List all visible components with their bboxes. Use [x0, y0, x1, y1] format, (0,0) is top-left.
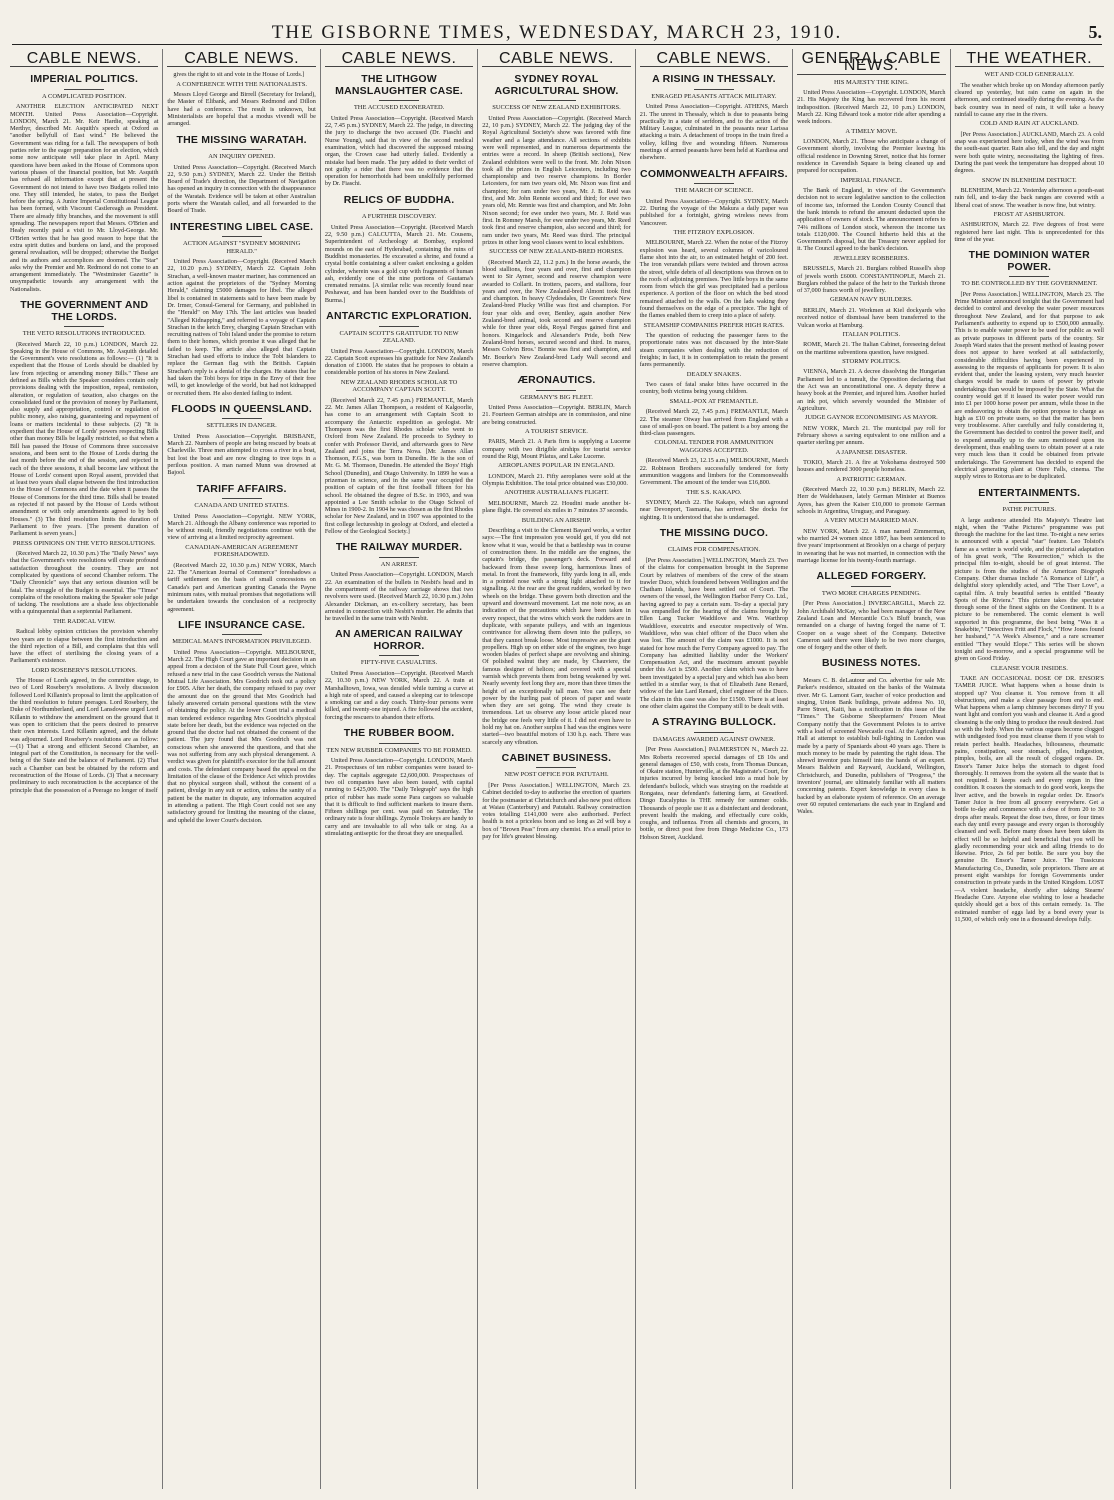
article-headline: CABINET BUSINESS.	[501, 751, 612, 764]
divider	[64, 326, 104, 327]
article-subheading: TEN NEW RUBBER COMPANIES TO BE FORMED.	[326, 746, 472, 754]
article	[640, 229, 788, 320]
column-3	[321, 49, 478, 1489]
article-body: BLENHEIM, March 22. Yesterday afternoon a pouth-east rain fell, and to-day the back ranges are covered with a liberal coat of snow. The weather is now fine, but wintry.	[954, 187, 1104, 209]
article-headline: INTERESTING LIBEL CASE.	[170, 220, 314, 233]
article	[797, 414, 945, 446]
article-subheading: THE FITZROY EXPLOSION.	[673, 228, 755, 236]
article-subheading: SETTLERS IN DANGER.	[206, 422, 277, 430]
article-subheading: SUCCESS OF NEW ZEALAND EXHIBITORS.	[492, 104, 621, 112]
article	[640, 371, 788, 396]
article-subheading: DEADLY SNAKES.	[686, 370, 742, 378]
article-headline: A STRAYING BULLOCK.	[651, 716, 777, 729]
article-headline: THE RUBBER BOOM.	[343, 727, 455, 740]
article-subheading: GERMANY'S BIG FLEET.	[520, 393, 593, 401]
divider	[379, 100, 419, 101]
article-subheading: ITALIAN POLITICS.	[842, 330, 901, 338]
article-body: Messrs Lloyd George and Birrell (Secretary for Ireland), the Master of Elibank, and Messrs Redmond and Dillon have had a conference. The result is unknown, but Ministerialists are hopeful that a modus vivendi will be arranged.	[167, 91, 316, 128]
article	[10, 540, 158, 616]
article	[797, 476, 945, 516]
article	[797, 128, 945, 175]
article-headline: COMMONWEALTH AFFAIRS.	[640, 167, 788, 180]
article-subheading: CANADA AND UNITED STATES.	[194, 502, 289, 510]
column-4	[478, 49, 635, 1489]
article	[167, 135, 315, 215]
article-body: [Per Press Association.] AUCKLAND, March 23. A cold snap was experienced here today, when the wind was from the south-east quarter. Rain also fell, and the day and night were both quite wintry, necessitating the lighting of fires. During the past week the temperature has dropped about 10 degrees.	[954, 130, 1104, 175]
article-subheading: CANADIAN-AMERICAN AGREEMENT FORESHADOWED.	[185, 543, 299, 559]
article-subheading: ENRAGED PEASANTS ATTACK MILITARY.	[651, 92, 777, 100]
article-headline: FLOODS IN QUEENSLAND.	[171, 402, 312, 415]
column-1	[6, 49, 163, 1489]
divider	[694, 89, 734, 90]
article-body: ANOTHER ELECTION ANTICIPATED NEXT MONTH. United Press Association—Copyright. LONDON, March 21. Mr. Keir Hardie, speaking at Merthyr, described Mr. Asquith's speech at Oxford as "another bellyfull of East wind." He believed the Government was riding for a fall. The newspapers of both parties refer to the eager preparation for an election, which some now anticipate will take place in April. Many questions have been asked in the House of Commons upon various phases of the financial position, but Mr. Asquith has refused all information except that at present the Government do not intend to have two Budgets rolled into one. They still intended, he states, to pass the Budget before the spring. A Junior Imperial Constitutional League has been formed, with Viscount Castlereagh as President. There are already fifty branches, and the movement is still spreading. The newspapers report that Messrs. O'Brien and Healy recently paid a visit to Mr. Lloyd-George. Mr. O'Brien writes that he has good reason to hope that the extra spirit duties and burdens on land, and the proposed general revaluation, will be dropped; otherwise the Budget and its authors and accomplices are doomed. The "Star" asks why the Premier and Mr. Redmond do not come to an arrangement immediately. The "Westminster Gazette" is unsympathetic towards any arrangement with the Nationalists.	[10, 103, 159, 293]
article	[955, 71, 1104, 118]
divider	[536, 390, 576, 391]
article-subheading: LORD ROSEBERY'S RESOLUTIONS.	[31, 666, 137, 674]
article-subheading: PATHE PICTURES.	[1002, 506, 1057, 514]
divider	[1009, 502, 1049, 503]
article	[640, 717, 788, 841]
article-body: ASHBURTON, March 22. Five degrees of frost were registered here last night. This is unprecedented for this time of the year.	[954, 221, 1104, 244]
article-subheading: GERMAN NAVY BUILDERS.	[830, 296, 913, 304]
article	[797, 449, 945, 474]
article-body: United Press Association—Copyright. (Received March 22, 10.20 p.m.) SYDNEY, March 22. Captain John Strachan, a well-known master mariner, has commenced an action against the proprietors of the "Sydney Morning Herald," claiming £5000 damages for libel. The alleged libel is contained in statements said to have been made by Dr. Irmer, Consul-General for Germany, and published in the "Herald" on May 17th. The last articles was headed "Alleged Kidnapping," and referred to a voyage of Captain Strachan in the ketch Envy, charging Captain Strachan with recruiting natives of Tobi Island under the promise to return them to their homes, which promise it was alleged that he failed to keep. The article also alleged that Captain Strachan had used efforts to induce the Tobi Islanders to replace the German flag with the British. Captain Strachan's reply is a denial of the charges. He states that he had taken the Tobi boys for trips in the Envy of their free will, to get knowledge of the world, but had not kidnapped or recruited them. He also denied failing to indent.	[167, 258, 316, 397]
article-headline: IMPERIAL POLITICS.	[30, 73, 139, 86]
article-subheading: TO BE CONTROLLED BY THE GOVERNMENT.	[961, 280, 1098, 288]
article-headline: TARIFF AFFAIRS.	[196, 482, 287, 495]
article	[482, 753, 630, 840]
column-heading: CABLE NEWS.	[640, 49, 788, 67]
article-body: The Bank of England, in view of the Government's decision not to secure legislative sanction to the collection of income tax, informed the London County Council that the bank intends to refund the amount deducted upon the application of owners of stock. The announcement refers to 74¼ millions of London stock, whereon the income tax totals £120,000. The Council hitherto held this at the Government's disposal, but the Treasury never applied for it. The Council agreed to the bank's decision.	[797, 187, 946, 253]
article-body: PARIS, March 21. A Paris firm is supplying a Lucerne company with two dirigible airships for tourist service round the Rigi, Mount Pilatus, and Lake Lucerne.	[482, 438, 631, 461]
article-body: Messrs C. B. deLautour and Co. advertise for sale Mr. Parker's residence, situated on the banks of the Waimata river. Mr G. Lamont Garr, teacher of voice production and singing, Union Bank buildings, private address No. 10, Parre Street, Kaiti, has a notification in this issue of the "Times." The Gisborne Sheepfarmers' Frozen Meat Company notify that the Government Pelotes is to arrive with a load of screened Newcastle coal. At the Agricultural Hall at attempt to establish bull-fighting in London was made by a party of Spaniards about 40 years ago. There is much money to be made by patenting the right ideas. The shrewd inventor puts himself into the hands of an expert. Messrs Baldwin and Rayward, Auckland, Wellington, Christchurch, and Dunedin, publishers of "Progress," the inventors' journal, are ultimately familiar with all matters concerning patents. Expert knowledge in every class is backed by an elaborate system of reference. On an average over 60 reputed centenarians die each year in England and Wales.	[797, 676, 946, 816]
article-body: TAKE AN OCCASIONAL DOSE OF DR. ENSOR'S TAMER JUICE. What happens when a house drain is stopped up? You cleanse it. You remove from it all obstructions, and make a clear passage from end to end. What happens when a lamp chimney becomes dirty? If you want light and comfort you wash and cleanse it. And a good cleansing is the only thing to produce the result desired. Just so with the body. When the various organs become clogged with undigested food you must cleanse them if you wish to retain perfect health. Headaches, biliousness, rheumatic pains, constipation, sour stomach, piles, indigestion, pimples, boils, are all the result of clogged organs. Dr. Ensor's Tamer Juice helps the stomach to digest food thoroughly. It removes from the system all the waste that is not required. It keeps each and every organ in fine condition. It coaxes the stomach to do good work, keeps the liver active, and the bowels in regular order. Dr. Ensor's Tamer Juice is free from all grocery everywhere. Get a bottle to-day and commence with a dose of from 20 to 30 drops after meals. Repeat the dose two, three, or four times each day until every passage and every organ is thoroughly cleansed and well. Before many doses have been taken its effect will be so helpful and beneficial that you will be gladly recommending your sick and ailing friends to do likewise. Price, 2s 6d per bottle. Be sure you buy the genuine Dr. Ensor's Tamer Juice. The Tussicura Manufacturing Co., Dunedin, sole proprietors. There are at present eight warships for foreign Governments under construction in private yards in the United Kingdom. LOST—A violent headache, shortly after taking Stearns' Headache Cure. Anyone else wishing to lose a headache quickly should get a box of this certain remedy. 1s. The estimated number of eggs laid by a bond every year is 11,500, of which only one in a thousand develops fully.	[954, 675, 1104, 923]
article-body: United Press Association—Copyright. (Received March 22, 10.30 p.m.) NEW YORK, March 22. A train at Marshalltown, Iowa, was derailed while turning a curve at a high rate of speed, and caused a sleeping car to telescope a smoking car and a day coach. Thirty-four persons were killed, and twenty-one injured. A fire followed the accident, forcing the rescuers to abandon their efforts.	[324, 669, 474, 721]
column-6	[793, 49, 950, 1489]
article-body: LONDON, March 21. Fifty aeroplanes were sold at the Olympia Exhibition. The total price obtained was £30,000.	[482, 472, 631, 488]
column-7	[951, 49, 1108, 1489]
article-subheading: CAPTAIN SCOTT'S GRATITUDE TO NEW ZEALAND.	[339, 329, 459, 345]
divider	[64, 89, 104, 90]
divider	[379, 209, 419, 210]
article	[482, 248, 630, 368]
article-body: BERLIN, March 21. Workmen at Kiel dockyards who received notice of dismissal have been transferred to the Vulcan works at Hamburg.	[797, 306, 946, 329]
article	[640, 74, 788, 161]
article-body: United Press Association—Copyright. (Received March 22, 9.50 p.m.) SYDNEY, March 22. Under the British Board of Trade's direction, the Department of Navigation has opened an inquiry in connection with the disappearance of the Waratah. Evidence will be taken at other Australian ports where the Waratah called, and all forwarded to the Board of Trade.	[167, 163, 316, 215]
article-subheading: A JAPANESE DISASTER.	[835, 448, 908, 456]
article	[797, 296, 945, 328]
article	[482, 489, 630, 514]
article-body: (Received March 22, 7.45 p.m.) FREMANTLE, March 22. The steamer Otway has arrived from England with a case of small-pox on board. The patient is a boy among the third-class passengers.	[639, 408, 789, 438]
article-body: NEW YORK, March 21. The municipal pay roll for February shows a saving equivalent to one million and a quarter sterling per annum.	[797, 424, 946, 447]
article-subheading: FROST AT ASHBURTON.	[993, 210, 1065, 218]
article-body: (Received March 22, 7.45 p.m.) FREMANTLE, March 22. Mr. James Allan Thompson, a resident of Kalgoorlie, has come to an arrangement with Captain Scott to accompany the Antarctic expedition as geologist. Mr Thompson was the first Rhodes scholar who went to Oxford from New Zealand. He proceeds to Sydney to confer with Professor David, and afterwards goes to New Zealand and joins the Terra Nova. [Mr. James Allan Thomson, F.G.S., was born in Dunedin. He is the son of Mr. G. M. Thomson, Dunedin. He attended the Boys' High School (Dunedin), and Otago University. In 1899 he was a prizeman in science, and in the same year occupied the position of captain of the first football fifteen for his school. He obtained the degree of B.Sc. in 1903, and was appointed a Lee Smith scholar to the Otago School of Mines in 1900-2. In 1904 he was chosen as the first Rhodes scholar for New Zealand, and in 1907 was appointed to the first college lectureship in geology at Oxford, and elected a Fellow of the Geological Society.]	[324, 396, 474, 536]
article-subheading: IMPERIAL FINANCE.	[840, 176, 903, 184]
article-body: Describing a visit to the Clement Bayard works, a writer says:—The first impression you would get, if you did not know what it was, would be that a battleship was in course of construction there. In the middle are the engines, the captain's bridge, the passenger's deck. Forward and backward from these sweep long, harmonious lines of metal. In front the framework, fifty yards long in all, ends in a pointed nose with a strong light attached to it for signalling. At the rear are the great rudders, worked by two wheels on the bridge. These govern both direction and the upward and downward movement. Let me note now, as an indication of the precautions which have been taken in every respect, that the wires which work the rudders are in duplicate, with separate pulleys, and with an ingenious contrivance for allowing them down into the pulleys, so that they cannot break loose. Most impressive are the giant propellers. High up on either side of the engines, two huge wooden blades of perfect shape are revolving and shining. Of polished walnut they are made, by Chauviere, the famous designer of helices; and covered with a special varnish which prevents them from being weakened by wet. Nearly seventy feet long they are, more than three times the height of an exceptionally tall man. You can see their power by the hurling past of pieces of paper and waste when they are set going. The wind they create is tremendous. Let us observe any loose article placed near the bridge one feels very little of it. I did not even have to hold my hat on. Another surplus I had was the engines were started—two beautiful motors of 130 h.p. each. There was scarcely any vibration.	[482, 527, 631, 746]
article-body: TOKIO, March 21. A fire at Yokohama destroyed 500 houses and rendered 3000 people homeless.	[797, 459, 946, 474]
article-body: gives the right to sit and vote in the House of Lords.]	[173, 71, 305, 79]
article-body: United Press Association—Copyright. NEW YORK, March 21. Although the Albany conference was reported to be without result, friendly negotiations continue with the view of arriving at a limited reciprocity agreement.	[167, 512, 316, 542]
article-headline: SYDNEY ROYAL AGRICULTURAL SHOW.	[494, 73, 619, 97]
divider	[222, 149, 262, 150]
article-headline: A RISING IN THESSALY.	[652, 73, 776, 86]
article-subheading: ANOTHER AUSTRALIAN'S FLIGHT.	[504, 489, 609, 497]
article-subheading: A FURTHER DISCOVERY.	[361, 213, 437, 221]
article-subheading: A COMPLICATED POSITION.	[42, 92, 127, 100]
divider	[379, 557, 419, 558]
column-heading: GENERAL CABLE NEWS.	[797, 49, 945, 75]
article	[325, 542, 473, 622]
article	[955, 665, 1104, 924]
article-body: A large audience attended His Majesty's Theatre last night, when the "Pathe Pictures" programme was put through the machine for the last time. To-night a new series is announced with a special "star" feature. Leo Tolstoi's fame as a writer is world wide, and the pictorial adaptation of his great work, "The Resurrection," which is the principal film to-night, should be of great interest. The picture is from the studios of the American Biograph Company. Other dramas include "A Romance of Life", a delightful story splendidly acted, and "The Tiser Love", a capital film. A truly beautiful series is entitled "Beauty Spots of the Riviera." This picture takes the spectator through some of the finest sights on the Continent. It is a picture to be remembered. The comic element is well supported in this programme, the best being "Was it a Snakebite," "Detectives Fritt and Flock," "How Jones found her husband," "A Week's Absence," and a rare screamer entitled "They would Elope." This series will be shown tonight and to-morrow, and a special programme will be given on Good Friday.	[954, 516, 1104, 663]
article-subheading: THE RADICAL VIEW.	[53, 617, 116, 625]
article	[482, 462, 630, 487]
article-headline: ALLEGED FORGERY.	[816, 570, 927, 583]
article	[167, 404, 315, 477]
article-subheading: AEROPLANES POPULAR IN ENGLAND.	[498, 462, 615, 470]
article	[640, 439, 788, 486]
divider	[222, 236, 262, 237]
article-body: United Press Association—Copyright. LONDON, March 21. Prospectuses of ten rubber companies were issued to-day. The capitals aggregate £2,600,000. Prospectuses of two oil companies have also been issued, with capital running to £425,000. The "Daily Telegraph" says the high price of rubber has made some Para cargoes so valuable that it is difficult to find sufficient markets to insure them. Fifteen shillings per cent. was paid on Saturday. The ordinary rate is four shillings. Zymole Trokeys are handy to carry and are invaluable to all who talk or sing. As a stimulating antiseptic for the throat they are unequalled.	[324, 757, 474, 837]
article-body: SYDNEY, March 22. The Kakapo, which ran aground near Devonport, Tasmania, has arrived. She docks for sighting. It is understood that she is undamaged.	[639, 499, 789, 521]
article	[640, 398, 788, 438]
article-body: The House of Lords agreed, in the committee stage, to two of Lord Rosebery's resolutions. A lively discussion followed Lord Killanin's proposal to limit the application of the third resolution to future peerages. Lord Rosebery, the Duke of Northumberland, and Lord Lansdowne urged Lord Killanin to withdraw the amendment on the ground that it was open to criticism that the peers desired to preserve their own interests. Lord Killanin agreed, and the debate was adjourned. Lord Rosebery's resolutions are as follow:—(1) That a strong and efficient Second Chamber, an integral part of the Constitution, is necessary for the well-being of the State and the balance of Parliament. (2) That such a Chamber can best be obtained by the reform and reconstruction of the House of Lords. (3) That a necessary preliminary to such reconstruction is the acceptance of the principle that the possession of a Peerage no longer of itself	[10, 677, 159, 794]
article	[167, 71, 315, 78]
article-body: The question of reducing the passenger fares to the proportionate rates was not discussed by the inter-State steam companies when dealing with the reduction of freights; in fact, it is in contemplation to retain the present fares permanently.	[639, 332, 789, 369]
article	[797, 79, 945, 126]
article	[167, 484, 315, 542]
article-body: [Per Press Association.] INVERCARGILL, March 22. John Archibald McKay, who had been manager of the New Zealand Loan and Mercantile Co.'s Bluff branch, was remanded on a charge of having forged the name of T. Cooper on a wage sheet of the Company. Detective Cameron said there were likely to be two more charges, one of forgery and the other of theft.	[797, 600, 946, 652]
article-subheading: THE S.S. KAKAPO.	[686, 488, 742, 496]
article	[797, 358, 945, 412]
columns	[6, 49, 1108, 1489]
article-subheading: STEAMSHIP COMPANIES PREFER HIGH RATES.	[643, 321, 785, 329]
article	[325, 379, 473, 536]
article-subheading: MEDICAL MAN'S INFORMATION PRIVILEGED.	[172, 638, 312, 646]
article-subheading: THE ACCUSED EXONERATED.	[353, 104, 445, 112]
article-body: (Received March 22, 10.30 p.m.) NEW YORK, March 22. The "American Journal of Commerce" foreshadows a tariff settlement on the basis of small concessions on Canada's part and American granting Canada the Payne minimum rates, with mutual promises that negotiations will be undertaken towards the conclusion of a reciprocity agreement.	[167, 561, 316, 613]
article-subheading: SMALL-POX AT FREMANTLE.	[669, 397, 759, 405]
article	[955, 250, 1104, 480]
column-heading: CABLE NEWS.	[167, 49, 315, 67]
article-subheading: WET AND COLD GENERALLY.	[984, 71, 1074, 79]
article	[325, 311, 473, 377]
article	[640, 169, 788, 227]
article-body: VIENNA, March 21. A decree dissolving the Hungarian Parliament led to a tumult, the Opposition declaring that the Act was an unconstitutional one. A deputy threw a heavy book at the Premier, and injured him. Another hurled an ink pot, which severely wounded the Minister of Agriculture.	[797, 368, 946, 412]
article-body: [Per Press Association.] WELLINGTON, March 23. Two of the claims for compensation brought in the Supreme Court by relatives of members of the crew of the steam trawler Duco, which foundered between Wellington and the Chatham Islands, have been settled out of Court. The owners of the vessel, the Wellington Harbor Ferry Co. Ltd., having agreed to pay a certain sum. To-day a special jury was empanelled for the hearing of the claims brought by Ellen Lang Tucker Waddilove and Wm. Warthrop Waddilove, executrix and executor respectively of Wm. Waddilove, who was chief officer of the Duco when she was lost. The amount of the claim was £1000. It is not stated for how much the Ferry Company agreed to pay. The Company has admitted liability under the Workers' Compensation Act, and the maximum amount payable under this Act is £500. Another claim which was to have been investigated by a special jury and which has also been settled in a similar way, is that of Elizabeth Jane Renard, widow of the late Lard Renard, chief engineer of the Duco. The claim in this case was also for £1500. There is at least one other claim against the Company still to be dealt with.	[639, 556, 789, 710]
article-subheading: THE VETO RESOLUTIONS INTRODUCED.	[22, 330, 146, 338]
article	[797, 658, 945, 815]
article-headline: RELICS OF BUDDHA.	[343, 193, 455, 206]
article-subheading: JUDGE GAYNOR ECONOMISING AS MAYOR.	[804, 414, 938, 422]
article-body: United Press Association—Copyright. ATHENS, March 21. The unrest in Thessaly, which is due to peasants being practically in a state of serfdom, and to the action of the Military League, culminated in the peasants near Larissa attacking a train. A detachment of troops in the train fired a volley, killing five and wounding fifteen. Numerous meetings of armed peasants have been held at Kardiesa and elsewhere.	[639, 103, 789, 162]
article	[640, 322, 788, 369]
column-heading: CABLE NEWS.	[325, 49, 473, 67]
article-subheading: THE MARCH OF SCIENCE.	[674, 187, 754, 195]
article-body: LONDON, March 21. Those who anticipate a change of Government shortly, involving the Premier leaving his official residence in Downing Street, notice that his former residence in Cavendish Square is being cleaned up and prepared for occupation.	[797, 138, 946, 175]
divider	[1009, 276, 1049, 277]
divider	[536, 100, 576, 101]
article	[797, 177, 945, 253]
article-body: MELBOURNE, March 22. Houdini made another bi-plane flight. He covered six miles in 7 minutes 37 seconds.	[482, 499, 631, 515]
article	[797, 331, 945, 356]
article-headline: ENTERTAINMENTS.	[978, 486, 1081, 499]
article	[955, 177, 1104, 209]
article	[167, 222, 315, 397]
article-body: United Press Association—Copyright. MELBOURNE, March 22. The High Court gave an important decision in an appeal from a decision of the State Full Court gave, which refused a new trial in the case Goodrich versus the National Mutual Life Association. Mrs Goodrich took out a policy for £905. After her death, the company refused to pay over the amount due on the ground that Mrs Goodrich had falsely answered certain personal questions with the view of obtaining the policy. At the lower Court trial a medical man tendered evidence regarding Mrs Goodrich's physical state before her death, but the evidence was rejected on the ground that the doctor had not obtained the consent of the patient. The jury found that Mrs Goodrich was not conscious when she answered the questions, and that she was not suffering from any such physical derangement. A verdict was given for plaintiff's executor for the full amount and costs. The defendant company based the appeal on the limitation of the clause of the Evidence Act which provides that no physical surgeon shall, without the consent of a patient, divulge in any suit or action, unless the sanity of a patient be the matter in dispute, any information acquired in attending a patient. The High Court could not see any satisfactory ground for limiting the meaning of the clause, and upheld the lower Court's decision.	[167, 648, 316, 824]
article-body: United Press Association—Copyright. (Received March 22, 7.45 p.m.) SYDNEY, March 22. The judge, in directing the jury to discharge the two accused (Dr. Fiaschi and Nurse Young), said that in view of the second medical examination, which had discovered the supposed missing organ, the Crown case had utterly failed. Evidently a mistake had been made. The jury added to their verdict of not guilty a rider that there was no evidence that the operation for hemorrhoids had been unskilfully performed by Dr. Fiaschi.	[324, 114, 474, 188]
article-subheading: COLONIAL TENDER FOR AMMUNITION WAGGONS ACCEPTED.	[654, 439, 774, 454]
article-body: [Per Press Association.] WELLINGTON, March 23. The Prime Minister announced tonight that the Government had decided to control and develop the water power resources throughout New Zealand, and for that purpose to ask Parliament's authority to expend up to £500,000 annually. This is to enable water power to be used for public as well as private purposes in different parts of the country. Sir Joseph Ward states that the present method of leasing power does not appear to have worked at all satisfactorily, considerable difficulties having been experienced in assessing to the requests of applicants for power. It is also evident that, under the leasing system, very much heavier charges would be made to users of power by private undertakings than would be imposed by the State. What the country would get if it leased its water power would run into £1 per 1000 horse power per annum, while those in the are endeavoring to obtain the option propose to charge as high as £10 on private users, so that the matter has been very troublesome. After carefully and fully considering it, the Government has decided to control the power itself, and to expend annually up to the sum mentioned upon its development, thus enabling users to obtain power at a rate very much less than it could be obtained from private undertakings. The Government has decided to expend the electrical generating plant at Otere Falls, cinema. The supply wires to Rotorua are to be duplicated.	[954, 290, 1104, 481]
article-subheading: A VERY MUCH MARRIED MAN.	[824, 517, 919, 525]
page-number: 5.	[1088, 22, 1102, 42]
article-subheading: BUILDING AN AIRSHIP.	[521, 516, 592, 524]
article-subheading: DAMAGES AWARDED AGAINST OWNER.	[652, 735, 775, 743]
article-subheading: A TIMELY MOVE.	[845, 127, 898, 135]
article-body: (Received March 22, 10.30 p.m.) The "Daily News" says that the Government's veto resolutions will create profound satisfaction throughout the country. They are not complicated by questions of second Chamber reform. The "Daily Chronicle" says that any serious disunion will be fatal. The struggle of the Budget is essential. The "Times" complains of the resolutions making the Speaker sole judge of tacking. The resolutions are a shade less objectionable with a quinquennial than a septennial Parliament.	[10, 550, 159, 616]
article	[955, 120, 1104, 174]
divider	[222, 418, 262, 419]
article-body: United Press Association—Copyright. LONDON, March 21. His Majesty the King has recovered from his recent indisposition. (Received March 22, 10 p.m.) LONDON, March 22. King Edward took a motor ride after spending a week indoors.	[797, 89, 946, 126]
masthead-title: THE GISBORNE TIMES, WEDNESDAY, MARCH 23, 1910.	[271, 22, 843, 43]
article-subheading: ACTION AGAINST "SYDNEY MORNING HERALD."	[182, 240, 301, 255]
article-subheading: NEW POST OFFICE FOR PATUTAHI.	[504, 771, 609, 779]
article-headline: THE DOMINION WATER POWER.	[968, 249, 1090, 273]
article-body: United Press Association—Copyright. BRISBANE, March 22. Numbers of people are being rescued by boats at Charleville. Three men attempted to cross a river in a boat, but lost the boat and are now clinging to tree tops in a perilous position. A man named Munn was drowned at Bajool.	[167, 432, 316, 477]
article-subheading: TWO MORE CHARGES PENDING.	[821, 589, 921, 597]
article	[325, 728, 473, 837]
article-body: United Press Association—Copyright. SYDNEY, March 22. During the voyage of the Makura a daily paper was published for a fortnight, giving wireless news from Vancouver.	[639, 197, 789, 227]
article-body: BRUSSELS, March 21. Burglars robbed Russell's shop of jewels worth £6000. CONSTANTINOPLE, March 21. Burglars robbed the palace of the heir to the Turkish throne of 37,000 francs worth of jewellery.	[797, 265, 946, 295]
article-body: [Per Press Association.] WELLINGTON, March 23. Cabinet decided to-day to authorise the erection of quarters for the postmaster at Christchurch and also new post offices at Waiau (Canterbury) and Patutahi. Railway construction votes totalling £141,000 were also authorised. Perfect health is not a priceless boon and so long as 2d will buy a box of "Brown Peas" from any chemist. It's a small price to pay for life's greatest blessing.	[482, 781, 631, 841]
divider	[694, 732, 734, 733]
article	[325, 629, 473, 721]
article-body: (Received March 23, 12.15 a.m.) MELBOURNE, March 22. Robinson Brothers successfully tendered for forty ammunition waggons and limbers for the Commonwealth Government. The amount of the tender was £16,800.	[639, 457, 789, 487]
article-body: The weather which broke up on Monday afternoon partly cleared up yesterday, but rain came on again in the afternoon, and continued steadily during the evening. As the back country was in need of rain, it will take a heavy rainfall to cause any rise in the rivers.	[954, 81, 1104, 118]
article	[640, 528, 788, 710]
article	[482, 517, 630, 746]
article-body: MELBOURNE, March 22. When the noise of the Fitzroy explosion was heard, several columns of varicoloured flame shot into the air, to an estimated height of 200 feet. The iron verandah pillars were twisted and thrown across the street, while debris of all descriptions was thrown on to the roofs of adjoining premises. Two little boys in the same room from which the girl was precipitated had a perilous experience. A portion of the floor on which the bed stood remained attached to the walls. On the lads waking they found themselves on the edge of a precipice. The light of the flames enabled them to creep into a place of safety.	[639, 239, 789, 320]
article-subheading: A CONFERENCE WITH THE NATIONALISTS.	[176, 80, 307, 88]
article-subheading: SNOW IN BLENHEIM DISTRICT.	[981, 176, 1077, 184]
article-body: United Press Association—Copyright. (Received March 22, 10 p.m.) SYDNEY, March 22. The judging day of the Royal Agricultural Society's show was favored with fine weather and a large attendance. All sections of exhibits were well represented, and in numerous departments the entries were a record. In sheep (British sections), New Zealand exhibitors were well to the front. Mr. John Nixon took all the prizes in English Leicesters, including two championship and two reserve champions. In Border Leicesters, for ram two years old, Mr. Nixon was first and champion; for ram under two years, Mr. J. B. Reid was first, and Mr. John Rennie second and third; for ewe two years old, Mr. Rennie was first and champion, and Mr. John Nixon second; for ewe under two years, Mr. J. Reid was first. In Romney Marsh, for ewe under two years, Mr. Reed took first and reserve champion, also second and third; for ram under two years, Mr. Reed was third. The principal prizes in other long wool classes went to local exhibitors.	[482, 114, 631, 246]
article-body: [Per Press Association.] PALMERSTON N., March 22. Mrs Roberts recovered special damages of £8 10s and general damages of £50, with costs, from Thomas Duncan, of Okaire station, Hunterville, at the Magistrate's Court, for injuries incurred by being knocked into a mud hole by defendant's bullock, which was straying on the roadside at Rongatea, near defendant's fattening farm, at Greatford. Dingo Eucalyptus is THE remedy for summer colds. Thousands of people use it as a disinfectant and deodorant, prevent health the making, and effectually cure colds, coughs, and influenza. From all chemists and grocers, in bottle, or direct post free from Dingo Medicine Co., 173 Hobson Street, Auckland.	[639, 746, 789, 841]
article	[10, 300, 158, 538]
article	[482, 428, 630, 460]
article	[797, 255, 945, 295]
article	[167, 544, 315, 613]
article	[10, 618, 158, 665]
article-subheading: PRESS OPINIONS ON THE VETO RESOLUTIONS.	[12, 539, 156, 547]
article	[167, 81, 315, 128]
article-body: (Received March 22, 10.30 p.m.) BERLIN, March 22. Herr de Waldehausen, lately German Minister at Buenos Ayres, has given the Kaiser £10,000 to promote German schools in Argentina, Uruguay, and Paraguay.	[797, 486, 946, 516]
article	[167, 620, 315, 824]
article-subheading: SUCCESS OF NEW ZEALAND-BRED HORSES.	[489, 248, 624, 256]
article-headline: BUSINESS NOTES.	[821, 657, 921, 670]
article-body: (Received March 22, 11.2 p.m.) In the horse awards, the blood stallions, four years and over, first and champion went to Sir Aymer, second and reserve champion were awarded to Collarit. In trotters, pacers, and stallions, four years and over, the New Zealand-bred Almont took first and champion. In heavy Clydesdales, Dr Greentree's New Zealand-bred Plucky Willie was first and champion. For four year olds and over, Bentley, again another New Zealand-bred animal, took second and reserve champion while for three year olds, Royal Fergus gained first and honors. Kingarlock and Alexander's Pride, both New Zealand-bred horses, secured second and third. In mares, Messrs Colvin Bros.' Bonnie was first and champion, and Mr. Bourke's New Zealand-bred Lady Wall second and reserve champion.	[482, 258, 631, 368]
article	[10, 667, 158, 794]
article-subheading: A PATRIOTIC GERMAN.	[836, 475, 907, 483]
article-body: United Press Association—Copyright. (Received March 22, 9.50 p.m.) CALCUTTA, March 21. Mr. Cousens, Superintendent of Archeology at Bombay, explored mounds on the east of Hyderabad, containing the ruins of Buddhist monasteries. He excavated a shrine, and found a crystal bottle containing a silver casket enclosing a golden cylinder, wherein was a gold cup with fragments of human ash, evidently one of the nine portions of Gautama's cremated remains. [A similar relic was recently found near Peshawar, and has been handed over to the Buddhists of Burma.]	[324, 223, 474, 304]
article-body: United Press Association—Copyright. LONDON, March 22. An examination of the bullets in Nesbit's head and in the compartment of the railway carriage shows that two revolvers were used. (Received March 22, 10.30 p.m.) John Alexander Dickman, an ex-colliery secretary, has been arrested in connection with Nesbit's murder. He admits that he travelled in the same train with Nesbit.	[324, 571, 474, 623]
article	[955, 211, 1104, 243]
article-subheading: FIFTY-FIVE CASUALTIES.	[360, 659, 438, 667]
article-headline: LIFE INSURANCE CASE.	[178, 618, 306, 631]
article-headline: THE GOVERNMENT AND THE LORDS.	[20, 299, 149, 323]
article-subheading: AN ARREST.	[380, 560, 418, 568]
article-body: Two cases of fatal snake bites have occurred in the country, both victims being young children.	[639, 381, 789, 396]
article-headline: THE RAILWAY MURDER.	[335, 541, 463, 554]
article-subheading: JEWELLERY ROBBERIES.	[833, 254, 910, 262]
article-subheading: COLD AND RAIN AT AUCKLAND.	[979, 120, 1079, 128]
article-headline: AN AMERICAN RAILWAY HORROR.	[335, 628, 463, 652]
article	[10, 74, 158, 293]
article-subheading: AN INQUIRY OPENED.	[208, 153, 275, 161]
divider	[536, 767, 576, 768]
article-body: Radical lobby opinion criticises the provision whereby two years are to elapse between the first introduction and the third rejection of a Bill, and complains that this will have the effect of sterilising the closing years of a Parliament's existence.	[10, 628, 159, 665]
divider	[379, 743, 419, 744]
divider	[694, 542, 734, 543]
article-headline: THE MISSING DUCO.	[659, 526, 769, 539]
article-subheading: A TOURIST SERVICE.	[525, 427, 588, 435]
column-heading: CABLE NEWS.	[482, 49, 630, 67]
article-headline: THE LITHGOW MANSLAUGHTER CASE.	[335, 73, 463, 97]
article-subheading: NEW ZEALAND RHODES SCHOLAR TO ACCOMPANY CAPTAIN SCOTT.	[340, 378, 458, 394]
article	[482, 375, 630, 426]
article-headline: ÆRONAUTICS.	[517, 374, 596, 387]
article	[325, 74, 473, 187]
article-subheading: STORMY POLITICS.	[842, 357, 901, 365]
article-body: (Received March 22, 10 p.m.) LONDON, March 22. Speaking in the House of Commons, Mr. Asquith detailed the Government's veto resolutions as follows:— (1) "It is expedient that the House of Lords should be disabled by law from rejecting or amending money Bills." These are defined as Bills which the Speaker considers contain only provisions dealing with the imposition, repeal, remission, alteration, or regulation of taxation, also charges on the consolidated fund or the provision of money by Parliament, also supply and appropriation, control or regulation of public money, also raising, guaranteeing and repayment of loans or matters incidental to these subjects. (2) "It is expedient that the House of Lords' powers respecting Bills other than money Bills be legally restricted, so that when a Bill has passed the House of Commons three successive sessions, and been sent to the House of Lords during the last month before the end of the session, and rejected in each of the three sessions, it shall become law without the House of Lords' consent upon Royal assent, provided that at least two years shall elapse between the first introduction to the House of Commons and the date when it passes the House of Commons for the third time. Bills shall be treated as rejected if not passed by the House of Lords without amendment or with only amendments agreed to by both Houses." (3) The third resolution limits the duration of Parliament to five years. [The present duration of Parliament is seven years.]	[10, 340, 159, 538]
masthead	[12, 22, 1102, 45]
divider	[851, 673, 891, 674]
column-2	[163, 49, 320, 1489]
column-heading: THE WEATHER.	[955, 49, 1104, 67]
divider	[222, 634, 262, 635]
column-5	[636, 49, 793, 1489]
article-headline: THE MISSING WARATAH.	[176, 133, 307, 146]
article	[482, 74, 630, 246]
article	[325, 195, 473, 304]
article-body: United Press Association—Copyright. BERLIN, March 21. Fourteen German airships are in commission, and nine are being constructed.	[482, 404, 631, 426]
divider	[694, 183, 734, 184]
article-body: ROME, March 21. The Italian Cabinet, foreseeing defeat on the maritime subventions question, have resigned.	[797, 341, 946, 356]
article	[797, 517, 945, 564]
divider	[851, 586, 891, 587]
divider	[222, 498, 262, 499]
article-subheading: CLAIMS FOR COMPENSATION.	[667, 546, 761, 554]
article	[640, 489, 788, 521]
article	[797, 571, 945, 651]
article-subheading: HIS MAJESTY THE KING.	[833, 78, 909, 86]
divider	[379, 655, 419, 656]
divider	[379, 326, 419, 327]
article-headline: ANTARCTIC EXPLORATION.	[326, 310, 472, 323]
article-body: NEW YORK, March 22. A man named Zimmerman, who married 24 women since 1897, has been sentenced to five years' imprisonment at Brooklyn on a charge of perjury in swearing that he was not married, in connection with the marriage license for his twenty-fourth marriage.	[797, 527, 946, 565]
article-body: United Press Association—Copyright. LONDON, March 22. Captain Scott expresses his gratitude for New Zealand's donation of £1000. He states that he proposes to obtain a considerable portion of his stores in New Zealand.	[324, 347, 474, 377]
column-heading: CABLE NEWS.	[10, 49, 158, 67]
article	[955, 488, 1104, 663]
article-subheading: CLEANSE YOUR INSIDES.	[990, 664, 1068, 672]
